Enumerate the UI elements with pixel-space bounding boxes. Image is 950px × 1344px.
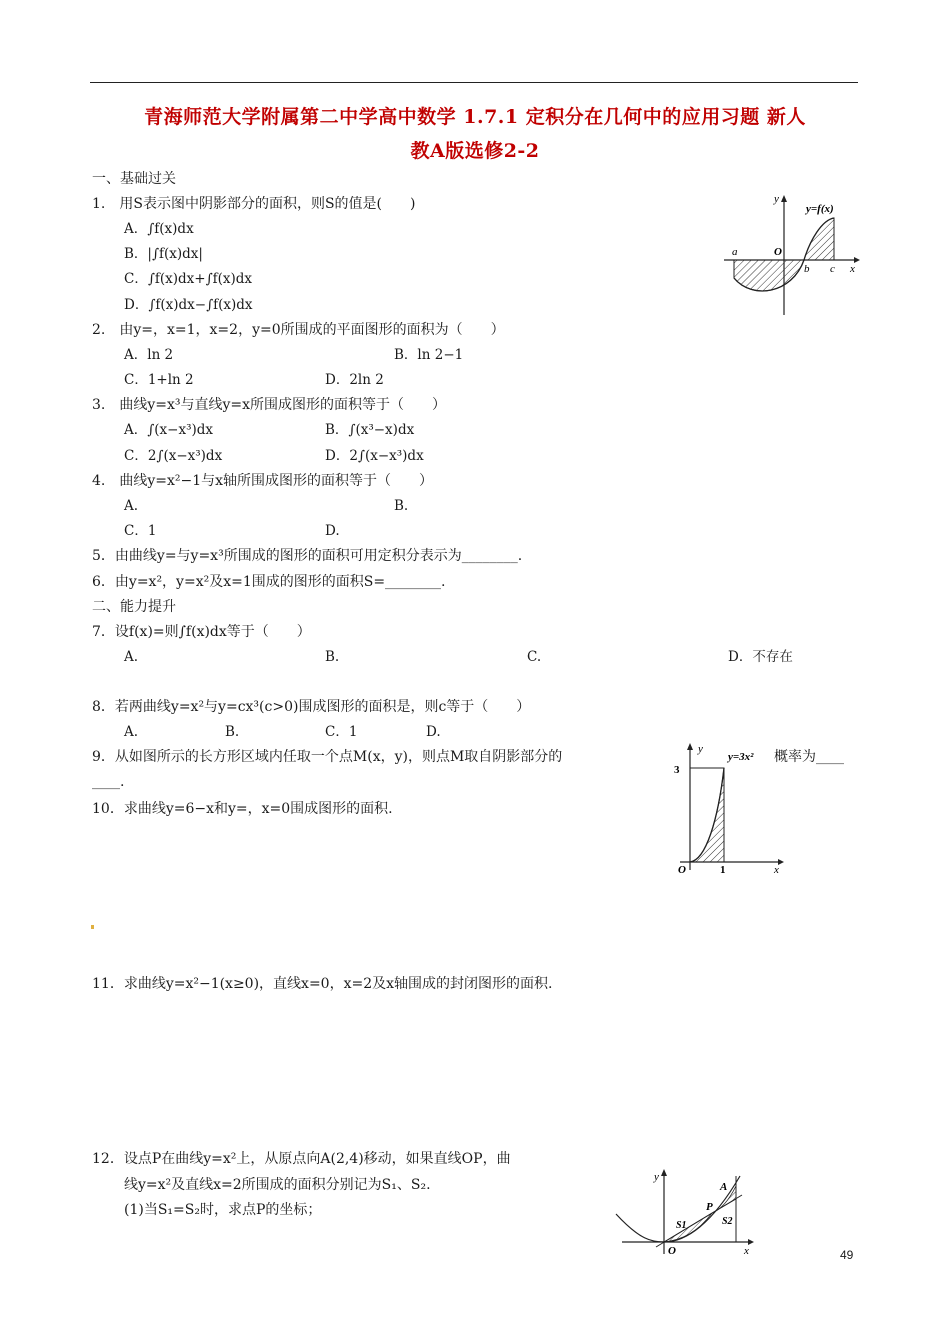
fig1-y-label: y bbox=[774, 193, 779, 205]
question-10: 10．求曲线y=6−x和y=，x=0围成图形的面积. bbox=[92, 801, 393, 817]
question-9: 9．从如图所示的长方形区域内任取一个点M(x，y)，则点M取自阴影部分的 bbox=[92, 749, 563, 765]
question-12-part1: (1)当S₁=S₂时，求点P的坐标； bbox=[124, 1202, 322, 1218]
q2-option-b: B．ln 2−1 bbox=[394, 347, 464, 363]
artifact-mark bbox=[91, 925, 94, 929]
fig2-origin: O bbox=[678, 864, 686, 875]
q3-option-b: B．∫(x³−x)dx bbox=[325, 422, 415, 438]
q2-option-c: C．1+ln 2 bbox=[124, 372, 194, 388]
q8-option-c: C．1 bbox=[325, 724, 358, 740]
fig1-label-b: b bbox=[804, 263, 810, 275]
section-advanced: 二、能力提升 bbox=[92, 599, 176, 615]
figure-2-graph bbox=[662, 740, 787, 875]
q1-option-d: D．∫f(x)dx−∫f(x)dx bbox=[124, 297, 253, 313]
q1-option-b: B．|∫f(x)dx| bbox=[124, 246, 203, 262]
fig3-point-a: A bbox=[720, 1181, 728, 1193]
fig2-y-label: y bbox=[698, 743, 703, 755]
fig1-x-label: x bbox=[850, 263, 855, 275]
fig3-label-s2: S2 bbox=[722, 1216, 733, 1227]
fig2-tick-x: 1 bbox=[720, 864, 726, 875]
question-8: 8．若两曲线y=x²与y=cx³(c>0)围成图形的面积是，则c等于（ ） bbox=[92, 699, 531, 715]
question-9-continued: ____. bbox=[92, 774, 125, 790]
fig3-label-s1: S1 bbox=[676, 1220, 687, 1231]
q4-option-c: C．1 bbox=[124, 523, 157, 539]
question-12-line2: 线y=x²及直线x=2所围成的面积分别记为S₁、S₂. bbox=[124, 1177, 431, 1193]
q8-option-b: B. bbox=[225, 724, 240, 740]
fig2-curve-label: y=3x² bbox=[728, 751, 754, 763]
question-4: 4. 曲线y=x²−1与x轴所围成图形的面积等于（ ） bbox=[92, 473, 434, 489]
q2-option-d: D．2ln 2 bbox=[325, 372, 384, 388]
fig3-y-label: y bbox=[654, 1171, 659, 1183]
fig2-tick-y: 3 bbox=[674, 764, 680, 776]
section-basic: 一、基础过关 bbox=[92, 171, 176, 187]
question-11: 11．求曲线y=x²−1(x≥0)，直线x=0，x=2及x轴围成的封闭图形的面积. bbox=[92, 976, 553, 992]
q7-option-a: A. bbox=[124, 649, 139, 665]
q7-option-b: B. bbox=[325, 649, 340, 665]
question-12: 12．设点P在曲线y=x²上，从原点向A(2,4)移动，如果直线OP，曲 bbox=[92, 1151, 511, 1167]
fig1-label-a: a bbox=[732, 246, 738, 258]
q1-option-a: A．∫f(x)dx bbox=[124, 221, 194, 237]
question-5: 5．由曲线y=与y=x³所围成的图形的面积可用定积分表示为________. bbox=[92, 548, 523, 564]
q1-option-c: C．∫f(x)dx+∫f(x)dx bbox=[124, 271, 253, 287]
question-7: 7．设f(x)=则∫f(x)dx等于（ ） bbox=[92, 624, 311, 640]
document-title-line2: 教A版选修2-2 bbox=[410, 140, 540, 162]
q4-option-a: A. bbox=[124, 498, 139, 514]
q7-option-c: C. bbox=[527, 649, 542, 665]
question-6: 6．由y=x²，y=x²及x=1围成的图形的面积S=________. bbox=[92, 574, 446, 590]
q3-option-d: D．2∫(x−x³)dx bbox=[325, 448, 424, 464]
q3-option-a: A．∫(x−x³)dx bbox=[124, 422, 214, 438]
question-9-tail: 概率为____ bbox=[774, 749, 844, 765]
header-rule bbox=[90, 82, 858, 83]
page-number: 49 bbox=[840, 1248, 854, 1262]
question-3: 3. 曲线y=x³与直线y=x所围成图形的面积等于（ ） bbox=[92, 397, 447, 413]
q8-option-a: A. bbox=[124, 724, 139, 740]
figure-1-graph bbox=[722, 190, 862, 320]
question-1: 1. 用S表示图中阴影部分的面积，则S的值是( ) bbox=[92, 196, 416, 212]
q4-option-b: B. bbox=[394, 498, 409, 514]
fig3-origin: O bbox=[668, 1245, 676, 1257]
shaded-region-above bbox=[804, 218, 834, 260]
figure-3-graph bbox=[612, 1168, 762, 1260]
q8-option-d: D. bbox=[426, 724, 441, 740]
fig3-x-label: x bbox=[744, 1245, 749, 1257]
fig3-point-p: P bbox=[706, 1201, 713, 1213]
fig1-curve-label: y=f(x) bbox=[806, 203, 834, 215]
fig1-label-c: c bbox=[830, 263, 835, 275]
q4-option-d: D. bbox=[325, 523, 340, 539]
shaded-region bbox=[690, 768, 724, 862]
fig1-origin: O bbox=[774, 246, 782, 258]
q7-option-d: D．不存在 bbox=[728, 649, 793, 665]
document-title-line1: 青海师范大学附属第二中学高中数学 1.7.1 定积分在几何中的应用习题 新人 bbox=[144, 106, 806, 128]
q3-option-c: C．2∫(x−x³)dx bbox=[124, 448, 223, 464]
fig2-x-label: x bbox=[774, 864, 779, 875]
question-2: 2. 由y=，x=1，x=2，y=0所围成的平面图形的面积为（ ） bbox=[92, 322, 505, 338]
q2-option-a: A．ln 2 bbox=[124, 347, 174, 363]
